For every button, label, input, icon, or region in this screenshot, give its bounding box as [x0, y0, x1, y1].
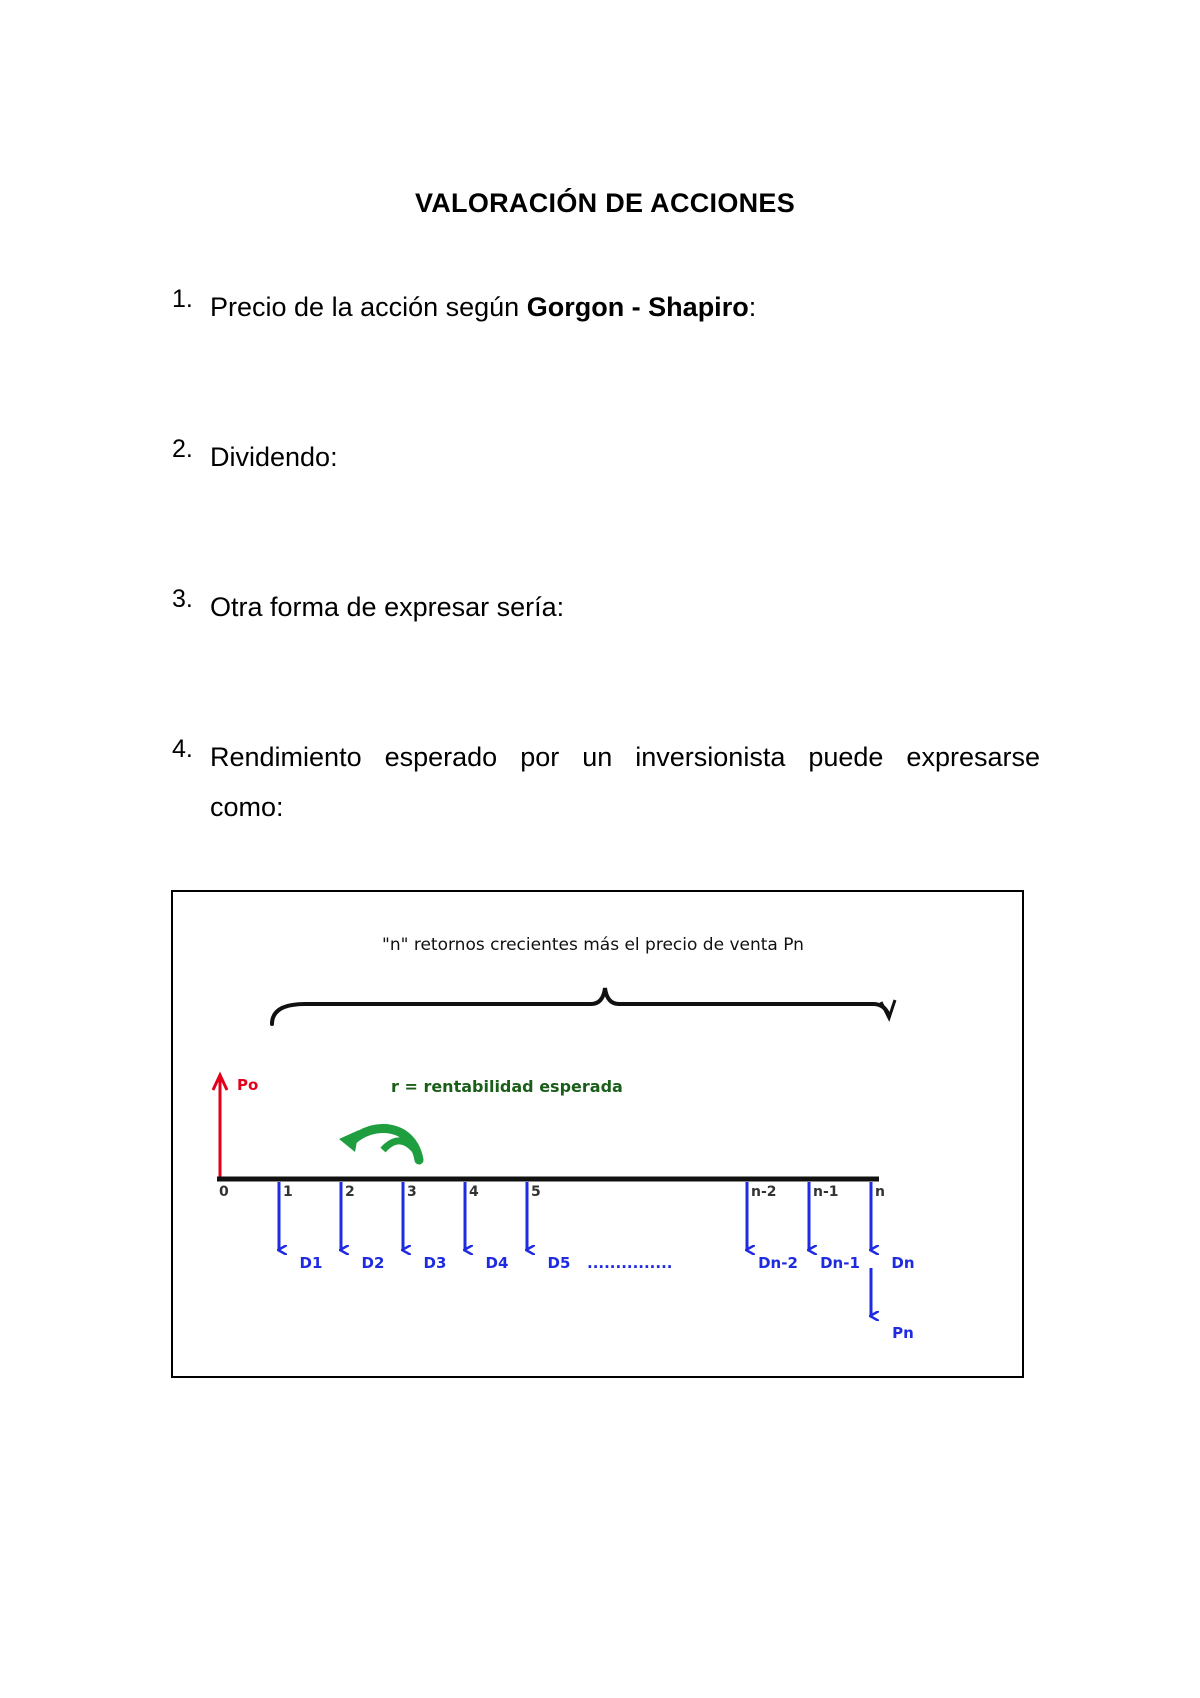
item-text-line1: Rendimiento esperado por un inversionista puede expresarse [210, 742, 1040, 772]
item-text [210, 282, 756, 332]
ellipsis: ............... [587, 1254, 673, 1272]
period-label: 3 [407, 1184, 417, 1200]
item-number: 3. [172, 585, 193, 613]
period-label: 1 [283, 1184, 293, 1200]
item-number: 4. [172, 735, 193, 763]
brace-tip-icon [881, 1000, 895, 1018]
item-number: 2. [172, 435, 193, 463]
dividend-label: Dn-2 [758, 1254, 798, 1272]
brace-label: "n" retornos crecientes más el precio de venta Pn [382, 935, 804, 955]
dividend-label: D2 [361, 1254, 385, 1272]
dividend-label: D4 [485, 1254, 509, 1272]
curly-brace [272, 988, 889, 1024]
document-title: VALORACIÓN DE ACCIONES [414, 188, 796, 218]
item-text: Dividendo: [210, 442, 338, 472]
period-label: n-1 [813, 1184, 839, 1200]
item-text-prefix: Precio de la acción según [210, 292, 527, 322]
item-text-bold: Gorgon - Shapiro [526, 292, 749, 322]
period-label: 0 [219, 1184, 229, 1200]
dividend-label: D1 [299, 1254, 323, 1272]
rate-label: r = rentabilidad esperada [391, 1077, 623, 1096]
item-text: Otra forma de expresar sería: [210, 592, 565, 622]
period-label: 5 [531, 1184, 541, 1200]
item-text-line2: como: [210, 792, 284, 822]
dividend-label: Dn-1 [820, 1254, 860, 1272]
item-number: 1. [172, 285, 193, 313]
item-text-suffix: : [748, 292, 757, 322]
dividend-label: D5 [547, 1254, 571, 1272]
final-price-label: Pn [892, 1324, 914, 1342]
rate-arrowhead-icon [339, 1130, 359, 1152]
cash-flow-svg [173, 892, 1022, 1376]
period-label: 2 [345, 1184, 355, 1200]
dividend-label: D3 [423, 1254, 447, 1272]
dividend-label: Dn [891, 1254, 915, 1272]
cash-flow-diagram [171, 890, 1024, 1378]
period-label: n [875, 1184, 885, 1200]
period-label: 4 [469, 1184, 479, 1200]
initial-price-label: Po [237, 1076, 259, 1094]
period-label: n-2 [751, 1184, 777, 1200]
